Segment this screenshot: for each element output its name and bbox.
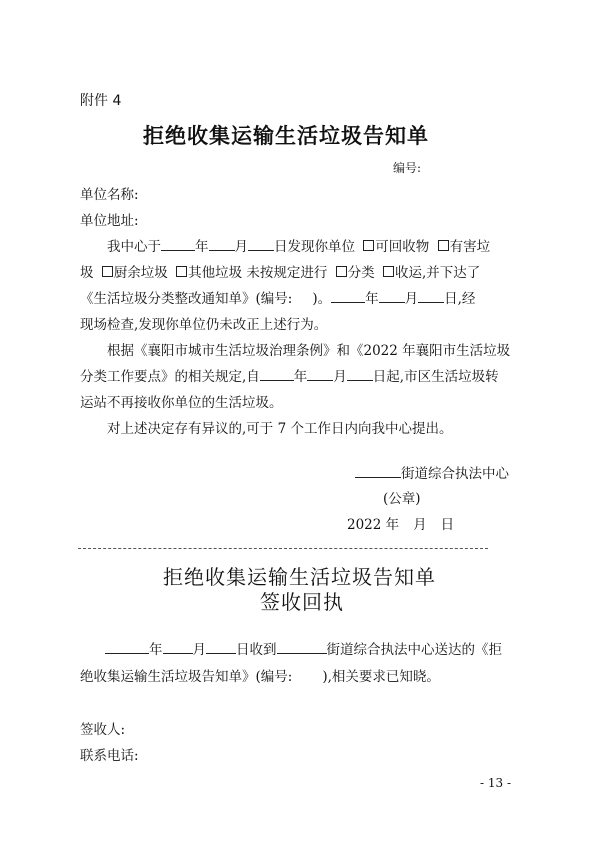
notice-title: 拒绝收集运输生活垃圾告知单 [143,123,429,148]
p1-line3: 《生活垃圾分类整改通知单》(编号: )。 年 月 日,经 [80,286,475,312]
unit-name-label: 单位名称: [80,187,139,203]
p2-line3: 运站不再接收你单位的生活垃圾。 [80,395,283,411]
checkbox-recyclable[interactable] [363,240,374,251]
p2-line2: 分类工作要点》的相关规定,自 年 月 日起,市区生活垃圾转 [80,364,499,390]
receipt-subtitle: 签收回执 [260,590,344,614]
blank-receipt-month [163,639,193,654]
checkbox-kitchen[interactable] [102,266,113,277]
p2-line1: 根据《襄阳市城市生活垃圾治理条例》和《2022 年襄阳市生活垃圾 [107,343,511,359]
issue-date: 2022 年 月 日 [347,517,455,533]
blank-year-3 [260,366,294,381]
blank-month [209,236,235,251]
p1-line1: 我中心于 年 月 日发现你单位 可回收物 有害垃 [107,234,490,260]
checkbox-collect[interactable] [383,266,394,277]
number-label: 编号: [393,161,422,175]
receipt-title: 拒绝收集运输生活垃圾告知单 [163,565,436,589]
blank-day [248,236,274,251]
phone-label: 联系电话: [80,748,139,764]
blank-year [161,236,195,251]
blank-receipt-day [206,639,236,654]
p3: 对上述决定存有异议的,可于 7 个工作日内向我中心提出。 [107,421,453,437]
p1-line4: 现场检查,发现你单位仍未改正上述行为。 [80,317,328,333]
blank-issuer [355,463,401,478]
checkbox-hazardous[interactable] [438,240,449,251]
receipt-line2: 绝收集运输生活垃圾告知单》(编号: ),相关要求已知晓。 [80,669,440,685]
blank-day-2 [418,288,444,303]
unit-address-label: 单位地址: [80,213,139,229]
blank-month-2 [379,288,405,303]
checkbox-sort[interactable] [336,266,347,277]
blank-year-2 [331,288,365,303]
blank-receipt-year [105,639,149,654]
receipt-line1: 年 月 日收到 街道综合执法中心送达的《拒 [105,637,502,663]
issuer-line: 街道综合执法中心 [355,461,509,487]
signer-label: 签收人: [80,722,126,738]
blank-day-3 [347,366,373,381]
cut-line-divider [78,548,488,549]
blank-month-3 [307,366,333,381]
p1-line2: 圾 厨余垃圾 其他垃圾 未按规定进行 分类 收运,并下达了 [80,265,481,281]
page-number: - 13 - [480,776,512,790]
checkbox-other[interactable] [176,266,187,277]
blank-receipt-issuer [277,639,327,654]
seal-label: (公章) [383,491,421,507]
attachment-label: 附件 4 [80,93,122,109]
